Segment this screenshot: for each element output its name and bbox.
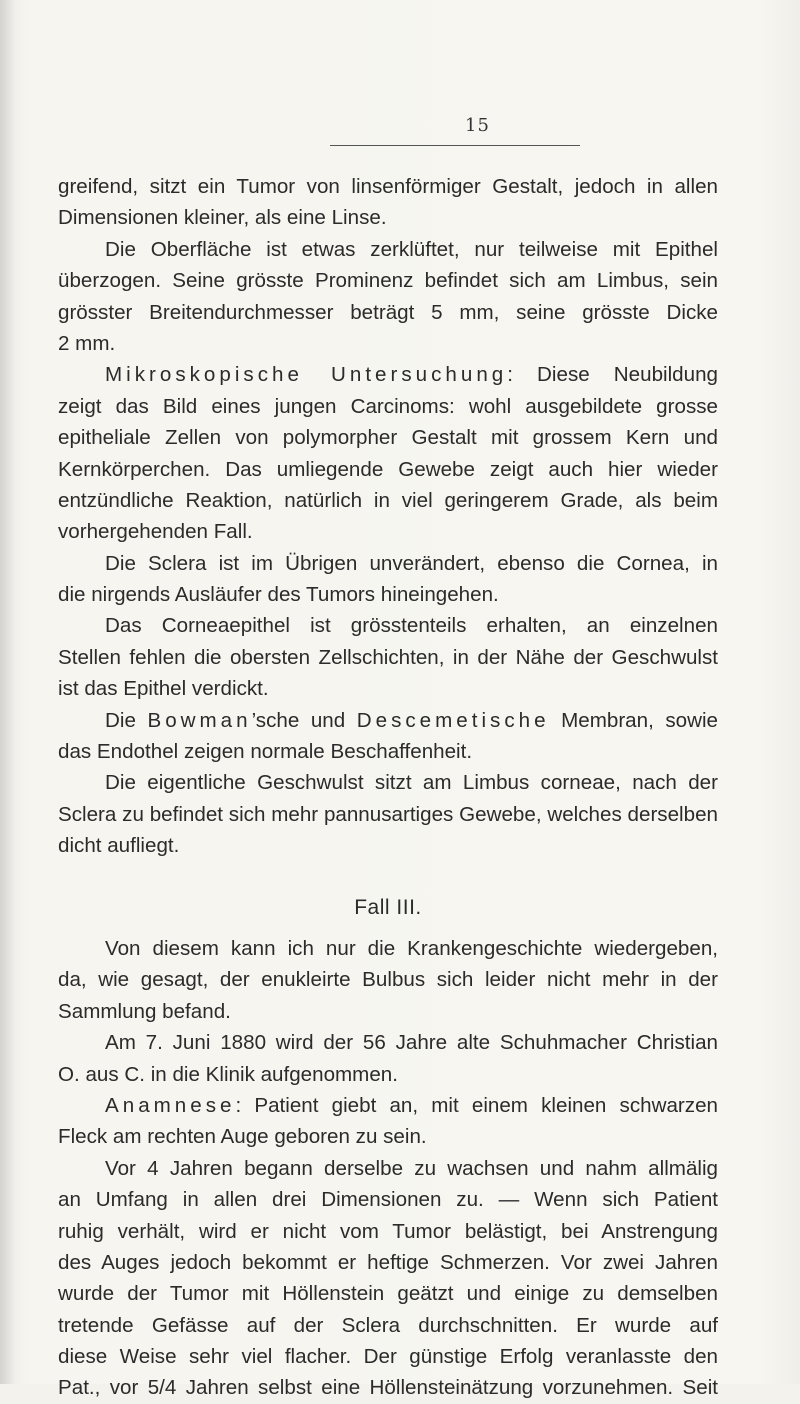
text-line: O. aus C. in die Klinik aufgenommen. [58, 1062, 398, 1086]
text-fragment: Membran, sowie [549, 708, 719, 732]
text-line [58, 1090, 718, 1121]
spaced-emphasis-text: Mikroskopische Untersuchung [105, 363, 508, 387]
text-line: da, wie gesagt, der enukleirte Bulbus sich leider nicht mehr in der [58, 968, 718, 992]
spaced-emphasis-text: Bowman [147, 708, 252, 732]
text-line: Die Oberfläche ist etwas zerklüftet, nur teilweise mit Epithel [105, 237, 718, 261]
text-line [58, 705, 718, 736]
text-line: entzündliche Reaktion, natürlich in viel geringerem Grade, als beim [58, 488, 718, 512]
text-line: des Auges jedoch bekommt er heftige Schmerzen. Vor zwei Jahren [58, 1250, 718, 1274]
text-fragment: Die [105, 708, 148, 732]
text-line: dicht aufliegt. [58, 834, 180, 858]
text-fragment: : Patient giebt an, mit einem kleinen schwarzen [235, 1093, 718, 1117]
text-section-before-heading [58, 171, 718, 862]
text-line: das Endothel zeigen normale Beschaffenheit. [58, 740, 473, 764]
text-line: Sclera zu befindet sich mehr pannusartiges Gewebe, welches derselben [58, 802, 718, 826]
page-number: 15 [465, 115, 490, 136]
text-line: Kernkörperchen. Das umliegende Gewebe zeigt auch hier wieder [58, 457, 718, 481]
text-line: zeigt das Bild eines jungen Carcinoms: wohl ausgebildete grosse [58, 394, 718, 418]
text-line: Am 7. Juni 1880 wird der 56 Jahre alte Schuhmacher Christian [105, 1031, 718, 1055]
text-line: tretende Gefässe auf der Sclera durchschnitten. Er wurde auf [58, 1313, 718, 1337]
text-line: Die eigentliche Geschwulst sitzt am Limbus corneae, nach der [105, 771, 718, 795]
text-line: grösster Breitendurchmesser beträgt 5 mm, seine grösste Dicke [58, 300, 718, 324]
text-line: ruhig verhält, wird er nicht vom Tumor belästigt, bei Anstrengung [58, 1219, 718, 1243]
heading-spacer [58, 923, 718, 933]
text-line: Sammlung befand. [58, 999, 231, 1023]
text-line: Stellen fehlen die obersten Zellschichten, in der Nähe der Geschwulst [58, 645, 718, 669]
text-line: vorhergehenden Fall. [58, 520, 253, 544]
page-edge-shadow [0, 0, 16, 1384]
text-line: Pat., vor 5/4 Jahren selbst eine Höllensteinätzung vorzunehmen. Seit [58, 1376, 718, 1400]
text-line: Fleck am rechten Auge geboren zu sein. [58, 1125, 427, 1149]
text-line: ist das Epithel verdickt. [58, 677, 269, 701]
text-fragment: ’sche und [251, 708, 357, 732]
text-fragment: : Diese Neubildung [507, 363, 718, 387]
header-rule [330, 145, 580, 146]
body-text [58, 171, 718, 1404]
spaced-emphasis-text: Descemetische [356, 708, 550, 732]
text-line: Die Sclera ist im Übrigen unverändert, ebenso die Cornea, in [105, 551, 718, 575]
text-line: überzogen. Seine grösste Prominenz befindet sich am Limbus, sein [58, 269, 718, 293]
text-line: an Umfang in allen drei Dimensionen zu. — Wenn sich Patient [58, 1188, 718, 1212]
text-section-after-heading [58, 933, 718, 1404]
text-line: Das Corneaepithel ist grösstenteils erhalten, an einzelnen [105, 614, 718, 638]
text-line: greifend, sitzt ein Tumor von linsenförmiger Gestalt, jedoch in allen [58, 175, 718, 198]
text-line [58, 359, 718, 390]
text-line: wurde der Tumor mit Höllenstein geätzt und einige zu demselben [58, 1282, 718, 1306]
text-line: Von diesem kann ich nur die Krankengeschichte wiedergeben, [105, 936, 718, 960]
text-line: Vor 4 Jahren begann derselbe zu wachsen und nahm allmälig [105, 1156, 718, 1180]
text-line: die nirgends Ausläufer des Tumors hineingehen. [58, 583, 499, 607]
text-line: 2 mm. [58, 331, 116, 355]
section-heading: Fall III. [354, 895, 422, 919]
text-line: epitheliale Zellen von polymorpher Gestalt mit grossem Kern und [58, 426, 718, 450]
text-line: Dimensionen kleiner, als eine Linse. [58, 206, 387, 230]
text-line: diese Weise sehr viel flacher. Der günstige Erfolg veranlasste den [58, 1345, 718, 1369]
spaced-emphasis-text: Anamnese [105, 1093, 236, 1117]
